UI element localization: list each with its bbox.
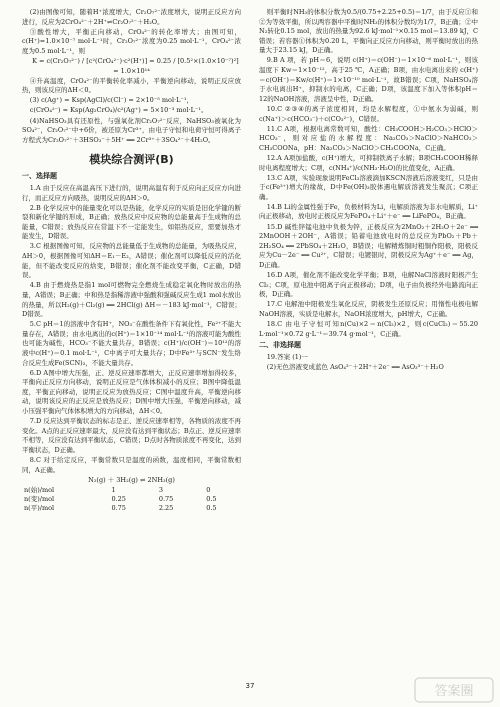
answer-item: 15.D 碱性锌锰电池中负极为锌，正极反应为2MnO₂＋2H₂O＋2e⁻ ══ 2MnOOH＋2OH⁻，A错误；铅蓄电池放电时的总反应为PbO₂＋Pb＋2H₂SO₄ ══ 2PbSO₄＋2H₂O，B错误；电解精炼铜时粗铜作阳极，阳极反应为Cu－2e⁻ ══ Cu²⁺，C错误；电镀银时，阴极反应为Ag⁺＋e⁻ ══ Ag，D正确。 <box>259 222 478 269</box>
answer-item: 10.C ②③④的离子浓度相同，均是水解程度，①中氨水为弱碱，则c(Na⁺)＞c(HCO₃⁻)＋c(CO₃²⁻)，C错误。 <box>259 104 478 123</box>
equilibrium-table <box>22 486 241 513</box>
answer-item: 9.B A 项，若 pH＝6，说明 c(H⁺)＝c(OH⁻)＝1×10⁻⁶ mol·L⁻¹，则该温度下 Kw＝1×10⁻¹²，高于25 ℃，A正确；B项，由水电离出来的 c(H⁺)＝c(OH⁻)＝Kw/c(H⁺)＝1×10⁻¹⁰ mol·L⁻¹，故B错误；C项，NaHSO₄溶于水电离出H⁺，抑制水的电离，C正确；D项，该温度下加入等体积pH＝12的NaOH溶液，溶液呈中性，D正确。 <box>259 56 478 103</box>
answer-item: 11.C A项，根据电离常数可知，酸性：CH₃COOH＞H₂CO₃＞HClO＞HCO₃⁻，则对应盐的水解程度：Na₂CO₃＞NaClO＞NaHCO₃＞CH₃COONa，pH：Na₂CO₃＞NaClO＞CH₃COONa，C正确。 <box>259 124 478 152</box>
answer-item: (2)无色溶液变成蓝色 AsO₄³⁻＋2H⁺＋2e⁻ ══ AsO₃³⁻＋H₂O <box>266 362 444 371</box>
answer-item: 8.C 对于给定反应，平衡常数只是温度的函数，温度相同，平衡常数相同，A正确。 <box>22 456 241 474</box>
table-cell: 0.5 <box>206 494 217 503</box>
table-row <box>22 486 241 495</box>
answer-item: 14.B Li的金属性强于Fe，负极材料为Li，电解质溶液为非水电解质，Li⁺向正极移动，放电时正极反应为FePO₄＋Li⁺＋e⁻ ══ LiFePO₄，B正确。 <box>259 202 478 221</box>
watermark-text: 答案圈 <box>434 684 474 699</box>
answer-item: 则平衡时NH₃的体积分数为0.5/(0.75+2.25+0.5)＝1/7，由于反应①和②为等效平衡，所以两容器中平衡时NH₃的体积分数均为1/7，B正确；②中N₂转化0.15 mol，放出的热量为92.6 kJ·mol⁻¹×0.15 mol＝13.89 kJ，C错误；若容器①体积为0.20 L，平衡向正反应方向移动，则平衡时放出的热量大于23.15 kJ，D正确。 <box>259 8 478 55</box>
section-title: 模块综合测评(B) <box>89 153 174 167</box>
table-row <box>22 495 241 504</box>
left-column <box>22 8 241 513</box>
table-cell: 2.25 <box>158 503 174 512</box>
intro-equation: c(CrO₄²⁻) = Ksp(Ag₂CrO₄)/c²(Ag⁺) = 5×10⁻³ mol·L⁻¹。 <box>29 106 208 115</box>
answer-item: 1.A 由于反应在高温高压下进行的，说明高温有利于反应向正反应方向进行，而正反应方向吸热，说明反应的ΔH＞0。 <box>22 183 241 202</box>
answer-item: 3.C 根据图像可知，反应物的总能量低于生成物的总能量，为吸热反应，ΔH＞0，根据图像可知ΔH＝E₁－E₂，A错误；催化剂可以降低反应的活化能，但不能改变反应的焓变，B错误；催化剂不能改变平衡，C正确，D错误。 <box>22 242 241 280</box>
section-heading: 一、选择题 <box>22 172 57 181</box>
watermark-logo <box>414 676 494 704</box>
intro-equation: K = c(Cr₂O₇²⁻) / [c²(CrO₄²⁻)·c²(H⁺)] = 0.25 / [0.5²×(1.0×10⁻⁷)²] = 1.0×10¹⁴ <box>32 56 239 75</box>
table-cell: 1 <box>111 485 116 494</box>
answer-item: 4.B 由于燃烧热是指1 mol可燃物完全燃烧生成稳定氧化物时放出的热量，A错误；B正确；中和热是指稀溶液中强酸和强碱反应生成1 mol水放出的热量，所以H₂(g)＋Cl₂(g) ══ 2HCl(g) ΔH＝－183 kJ·mol⁻¹，C错误；D错误。 <box>22 281 241 319</box>
answer-item: 2.B 化学反应中的能量变化可以是热能，化学反应的实质是旧化学键的断裂和新化学键的形成，B正确；放热反应中反应物的总能量高于生成物的总能量，C错误；放热反应在常温下不一定能发生，如铝热反应，需要加热才能发生，D错误。 <box>22 203 241 241</box>
table-cell: 0 <box>206 485 211 494</box>
answer-item: 17.C 电解池中阳极发生氧化反应，阴极发生还原反应；用惰性电极电解NaOH溶液，实质是电解水，NaOH浓度增大，pH增大，C正确。 <box>259 300 478 318</box>
answer-item: 6.D A图中增大压强，正、逆反应速率都增大，正反应速率增加得较多，平衡向正反应方向移动，说明正反应是气体体积减小的反应；B图中降低温度，平衡正向移动，说明正反应为放热反应；C图中温度升高，平衡逆向移动，说明该反应的正反应是放热反应；D图中增大压强，平衡逆向移动，减小压强平衡向气体体积增大的方向移动，ΔH＜0。 <box>22 368 241 416</box>
table-cell: 0.25 <box>111 494 126 503</box>
intro-paragraph: ④升高温度，CrO₄²⁻的平衡转化率减小，平衡逆向移动，说明正反应放热，则该反应的ΔH＜0。 <box>22 76 241 95</box>
answer-item: 19.答案 (1)一 <box>266 352 308 361</box>
answer-item: 5.C pH＝1的溶液中含有H⁺，NO₃⁻在酸性条件下有氧化性，Fe²⁺不能大量存在，A错误；由水电离出的c(H⁺)＝1×10⁻¹⁴ mol·L⁻¹的溶液可能为酸性也可能为碱性，HCO₃⁻不能大量共存，B错误；c(H⁺)/c(OH⁻)＝10¹²的溶液中c(H⁺)＝0.1 mol·L⁻¹，C中离子可大量共存；D中Fe³⁺与SCN⁻发生络合反应生成Fe(SCN)₃，不能大量共存。 <box>22 320 241 367</box>
answer-item: 12.A A项加盐酸，c(H⁺)增大，可抑制铁离子水解；B项CH₃COOH稀释时电离程度增大；C项，c(NH₄⁺)/c(NH₃·H₂O)的比值变化，A正确。 <box>259 153 478 172</box>
intro-equation: (3) c(Ag⁺) = Ksp(AgCl)/c(Cl⁻) = 2×10⁻⁵ mol·L⁻¹， <box>29 96 193 105</box>
answer-item: 18.C 由电子守恒可知n(Cu)×2＝n(Cl₂)×2，则c(CuCl₂)＝55.20 L·mol⁻¹×0.72 g·L⁻¹＝39.74 g·mol⁻¹，C正确。 <box>259 320 478 338</box>
answer-item: 7.D 反应达到平衡状态的标志是正、逆反应速率相等，各物质的浓度不再变化。A点的正反应速率最大，反应没有达到平衡状态；B点正、逆反应速率不相等，反应没有达到平衡状态，C错误；D点时各物质浓度不再变化，达到平衡状态，D正确。 <box>22 417 241 454</box>
intro-paragraph: ③酸性增大，平衡正向移动，CrO₄²⁻的转化率增大；由图可知，c(H⁺)=1.0×10⁻⁷ mol·L⁻¹时，Cr₂O₇²⁻浓度为0.25 mol·L⁻¹，CrO₄²⁻浓度为0.5 mol·L⁻¹，则 <box>22 27 241 55</box>
table-cell: 0.75 <box>111 503 126 512</box>
table-cell: 0.5 <box>206 503 217 512</box>
right-column <box>259 8 478 373</box>
table-cell: 0.75 <box>158 494 174 503</box>
reaction-equation: N₂(g) ＋ 3H₂(g) ⇌ 2NH₃(g) <box>88 475 175 484</box>
table-row <box>22 504 241 513</box>
table-cell: n(始)/mol <box>24 485 55 494</box>
table-cell: 3 <box>158 485 163 494</box>
answer-item: 13.C A项，实验现象说明FeCl₃溶液滴加KSCN溶液后溶液变红，只是由于c(Fe³⁺)增大的缘故，D中Fe(OH)₃胶体遇电解质溶液发生聚沉；C项正确。 <box>259 173 478 201</box>
intro-paragraph: (2)由图像可知，随着H⁺浓度增大，Cr₂O₇²⁻浓度增大，说明正反应方向进行，反应为2CrO₄²⁻＋2H⁺⇌Cr₂O₇²⁻＋H₂O。 <box>22 8 241 26</box>
table-cell: n(平)/mol <box>24 503 55 512</box>
answer-item: 16.D A项，催化剂不能改变化学平衡；B项，电解NaCl溶液时阳极产生Cl₂；C项，原电池中阳离子向正极移动；D项，电子由负极经外电路流向正极，D正确。 <box>259 271 478 299</box>
page-number: 37 <box>245 682 255 690</box>
table-cell: n(变)/mol <box>24 494 55 503</box>
section-heading: 二、非选择题 <box>259 341 301 350</box>
intro-paragraph: (4)NaHSO₃具有还原性，与强氧化剂Cr₂O₇²⁻反应，NaHSO₃被氧化为SO₄²⁻，Cr₂O₇²⁻中+6价，被还原为Cr³⁺，由电子守恒和电荷守恒可得离子方程式为Cr₂O₇²⁻＋3HSO₃⁻＋5H⁺ ══ 2Cr³⁺＋3SO₄²⁻＋4H₂O。 <box>22 116 241 144</box>
